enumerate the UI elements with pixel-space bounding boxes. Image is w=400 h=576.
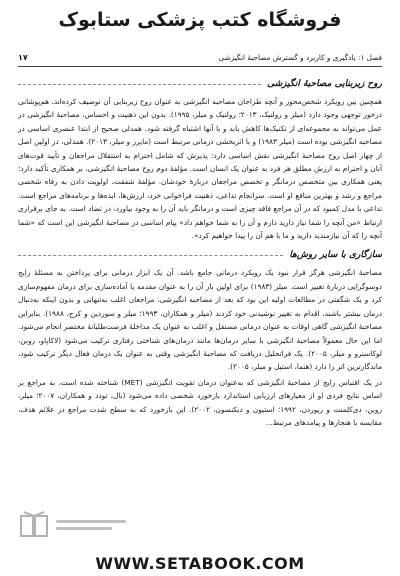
store-title: فروشگاه کتب پزشکی ستابوک: [58, 9, 342, 31]
watermark-logo: [18, 508, 138, 542]
section-heading-compatibility: [18, 250, 382, 260]
footer: [0, 550, 400, 576]
page-header: [18, 50, 382, 67]
paragraph: در یک اقتباس رایج از مصاحبهٔ انگیزشی که به‌عنوان درمان تقویت انگیزشی (MET) شناخته شده است، به مراجع بر اساس نتایج فردی او از معیارهای ارزیابی استاندارد بازخورد شخصی داده می‌شود (بال، تودد و همکاران، ۲۰۰۷؛ میلر، زوبن، دی‌کلمنت و ریوردن، ۱۹۹۲؛ استیون و دیکنسون، ۲۰۰۲). این بازخورد که به سطح شدت مراجع در علائم هدف، مقایسه با هنجارها و پیامدهای مرتبط...: [18, 377, 382, 427]
section-heading-spirit: [18, 79, 382, 89]
paragraph: مصاحبهٔ انگیزشی هرگز قرار نبود یک رویکرد درمانی جامع باشد. آن یک ابزار درمانی برای پرداختن به مسئلهٔ رایج دوسوگرایی دربارهٔ تغییر است. میلر (۱۹۸۳) برای اولین بار آن را به عنوان مقدمه یا آماده‌سازی برای درمان مفهوم‌سازی کرد و یک شگفتی در مطالعات اولیه این بود که بعد از مصاحبه انگیزشی، مراجعان اغلب به‌تنهایی و بدون اینکه به‌دنبال درمان بیشتر باشند، اقدام به تغییر نوشیدنی خود کردند (میلر و همکاران، ۱۹۹۳؛ میلر و سوردین و کرج، ۱۹۸۸). بنابراین مصاحبهٔ انگیزشی گاهی اوقات به عنوان درمانی مستقل و اغلب به عنوان یک مداخلهٔ فرصت‌طلبانهٔ مختصر انجام می‌شود. اما این حال معمولاً مصاحبهٔ انگیزشی با سایر درمان‌ها مانند درمان‌های شناختی رفتاری ترکیب می‌شود (لاکاپاو، زوبن، لوکاسترو و میلر، ۲۰۰۵). یک فراتحلیل دریافت که مصاحبهٔ انگیزشی وقتی به عنوان یک درمان فعال دیگر ترکیب شود، ماندگارترین اثر را دارد (هتما، استیل و میلر، ۲۰۰۵).: [18, 268, 382, 372]
watermark-text-lines: [56, 516, 126, 534]
section-heading-spirit-text: روح زیربنایی مصاحبهٔ انگیزشی: [267, 79, 382, 89]
section-heading-compatibility-text: سازگاری با سایر روش‌ها: [289, 250, 382, 261]
chapter-title: فصل ۱: یادگیری و کاربرد و گسترش مصاحبهٔ انگیزشی: [218, 52, 382, 62]
book-logo-icon: [18, 508, 52, 542]
top-banner: [0, 0, 400, 40]
paragraph: همچنین بین رویکرد شخص‌محور و آنچه طراحان مصاحبه انگیزشی به عنوان روح زیربنایی آن توصیف کرده‌اند، هم‌پوشانی درخور توجهی وجود دارد (میلر و رولنیک، ۲۰۱۳؛ رولنیک و میلر، ۱۹۹۵). بدون این ذهنیت و احساس، مصاحبهٔ انگیزشی در عمل می‌تواند به مجموعه‌ای از تکنیک‌ها کاهش یابد و با آنها اشتباه گرفته شود. همدلی صحیح از ابتدا عنصری اساسی در مصاحبه انگیزشی بوده است (میلر ۱۹۸۳) و با اثربخشی درمانی مرتبط است (مایرز و میلر، ۲۰۱۳). همدلی، در اولین اصل از چهار اصل روح مصاحبهٔ انگیزشی نقش اساسی دارد: پذیرش که شامل احترام به استقلال مراجعان و تأیید قوت‌های آنان و احترام به ارزش مطلق هر فرد به عنوان یک انسان است. مؤلفهٔ دوم روح مصاحبهٔ انگیزشی، بر همکاری تأکید دارد؛ یعنی همکاری بین متخصص درمانگر و تخصص مراجعان دربارهٔ خودشان. مؤلفهٔ شفقت، اولویت دادن به رفاه شخصی مراجع و رشد و بهترین منافع او است. سرانجام تداعی، ذهنیت فراخوانی خرد، ارزش‌ها، ایده‌ها و برنامه‌های مراجع است. تداعی با مدل کمبود که در آن مراجع فاقد چیزی است و درمانگر باید آن را به وجود بیاورد، در تضاد است. به جای برقراری ارتباط «من آنچه را شما نیاز دارید دارم و آن را به شما خواهم داد» پیام اساسی در مصاحبهٔ انگیزشی این است که «شما آنچه را که آن نیازمندید دارید و ما با هم آن را پیدا خواهیم کرد».: [18, 97, 382, 241]
footer-url[interactable]: WWW.SETABOOK.COM: [95, 553, 305, 573]
page-content: [18, 76, 382, 536]
heading-rule: [18, 84, 261, 85]
page-number: ۱۷: [18, 52, 28, 62]
heading-rule: [18, 255, 283, 256]
